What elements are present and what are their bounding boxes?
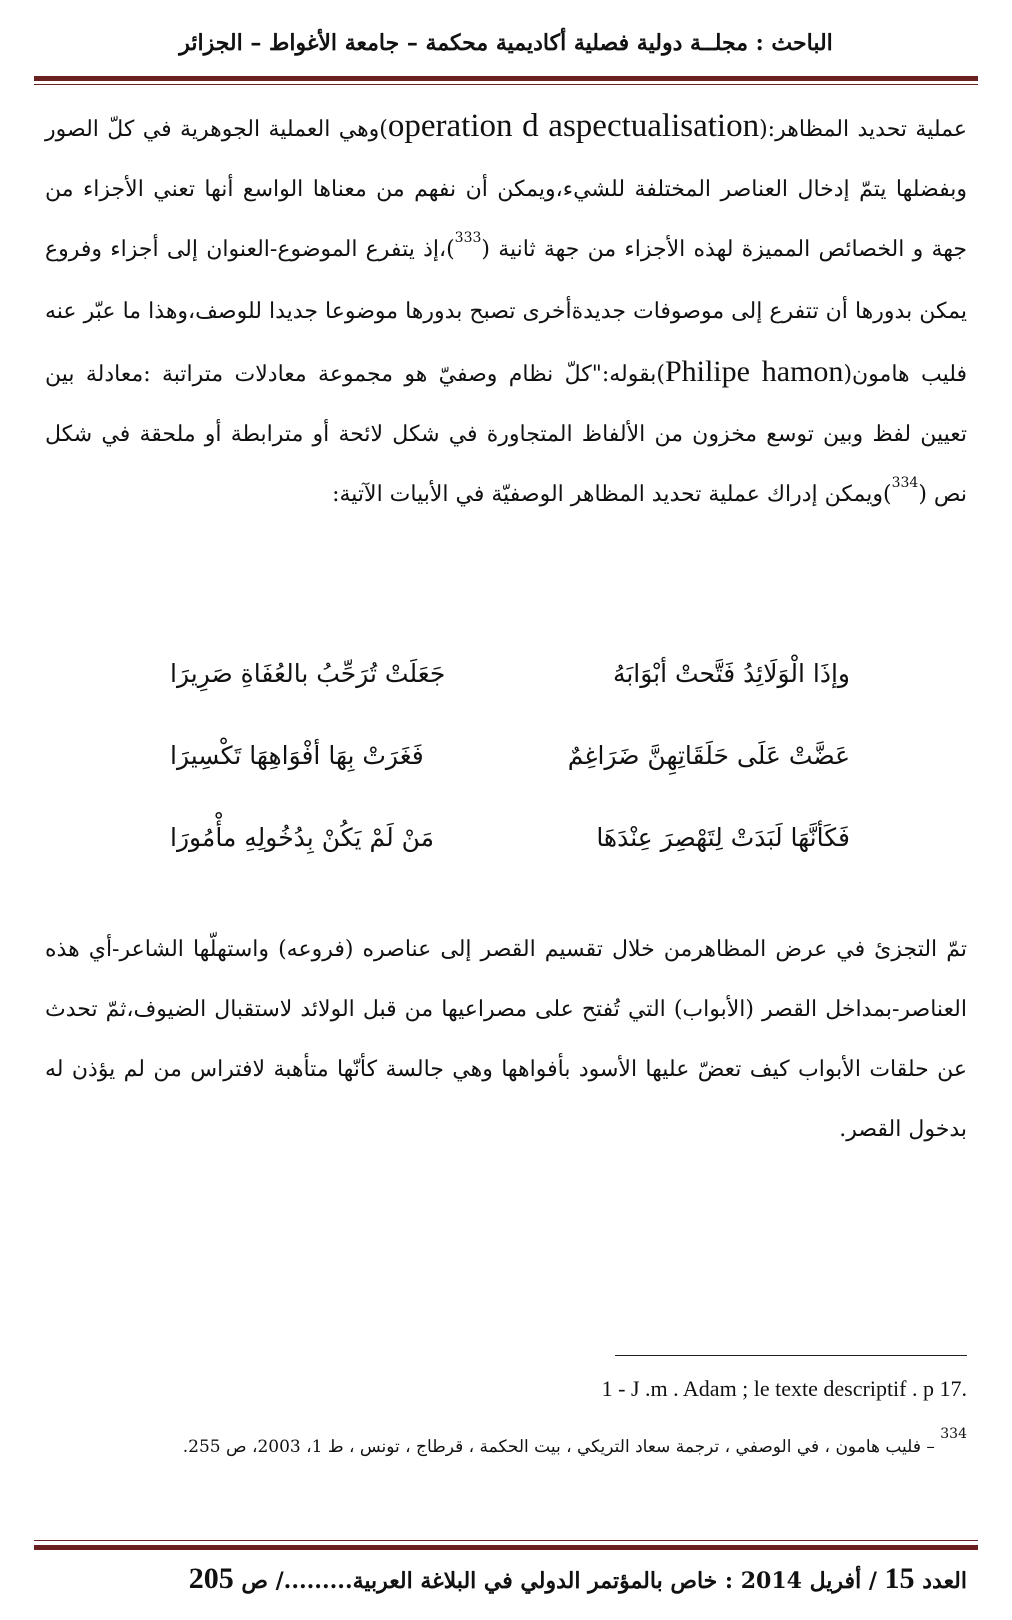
issue-label: العدد	[922, 1568, 967, 1594]
term-philipe-hamon: Philipe hamon	[664, 355, 844, 388]
header-rule-thin	[34, 84, 978, 85]
footnote-ref-333[interactable]: 333	[454, 230, 482, 246]
issue-date: / أفريل 2014	[740, 1568, 877, 1594]
verse-1	[170, 654, 850, 736]
header-rule	[34, 76, 978, 81]
footer-rule-thin	[34, 1540, 978, 1541]
footnote-ref-334[interactable]: 334	[891, 475, 919, 491]
footnote-334-number: 334	[940, 1426, 967, 1442]
p1-end: )ويمكن إدراك عملية تحديد المظاهر الوصفيّة في الأبيات الآتية:	[332, 482, 892, 507]
verse-3-first: فَكَأنَّهَا لَبَدَتْ لِتَهْصِرَ عِنْدَهَا	[596, 823, 850, 852]
verse-1-second: جَعَلَتْ تُرَحِّبُ بالعُفَاةِ صَرِيرَا	[170, 659, 446, 688]
footnote-334	[45, 1428, 967, 1467]
p1-lead: عملية تحديد المظاهر:(	[759, 117, 967, 142]
page-number: 205	[188, 1562, 234, 1595]
running-header: الباحث : مجلــة دولية فصلية أكاديمية محكمة – جامعة الأغواط – الجزائر	[179, 30, 833, 56]
issue-number: 15	[884, 1562, 915, 1595]
footer-text: : خاص بالمؤتمر الدولي في البلاغة العربية........./ ص	[241, 1568, 734, 1594]
verse-3	[170, 818, 850, 900]
footer-rule	[34, 1545, 978, 1550]
footnote-1: 1 - J .m . Adam ; le texte descriptif . p 17.	[601, 1376, 967, 1401]
footnote-334-text: – فليب هامون ، في الوصفي ، ترجمة سعاد التريكي ، بيت الحكمة ، قرطاج ، تونس ، ط 1، 2003، ص 255.	[182, 1437, 935, 1457]
poem	[170, 654, 850, 900]
verse-2-first: عَضَّتْ عَلَى حَلَقَاتِهِنَّ ضَرَاغِمٌ	[567, 741, 850, 770]
paragraph-1	[45, 96, 967, 527]
running-footer	[60, 1562, 967, 1596]
p1-rest2: )،إذ يتفرع الموضوع-العنوان إلى أجزاء وفروع يمكن بدورها أن تتفرع إلى موصوفات جديدةأخرى تصبح بدورها موضوعا جديدا للوصف،وهذا ما عبّر عنه فليب هامون(	[45, 237, 968, 387]
p1-quote: )بقوله:"كلّ نظام وصفيّ هو مجموعة معادلات متراتبة :معادلة بين تعيين لفظ وبين توسع مخزون من الألفاظ المتجاورة في شكل لائحة أو مترابطة أو ملحقة في شكل نص (	[45, 362, 967, 507]
verse-2	[170, 736, 850, 818]
footnote-separator	[615, 1355, 967, 1356]
verse-2-second: فَغَرَتْ بِهَا أفْوَاهِهَا تَكْسِيرَا	[170, 741, 424, 770]
term-operation: operation d aspectualisation	[387, 108, 760, 144]
p1-rest: )وهي العملية الجوهرية في كلّ الصور وبفضلها يتمّ إدخال العناصر المختلفة للشيء،ويمكن أن نفهم من معناها الواسع أنها تعني الأجزاء من جهة و الخصائص المميزة لهذه الأجزاء من جهة ثانية (	[45, 117, 967, 262]
verse-1-first: وإذَا الْوَلَائِدُ فَتَّحتْ أبْوَابَهُ	[612, 659, 850, 688]
verse-3-second: مَنْ لَمْ يَكُنْ بِدُخُولِهِ مأْمُورَا	[170, 823, 435, 852]
paragraph-2: تمّ التجزئ في عرض المظاهرمن خلال تقسيم القصر إلى عناصره (فروعه) واستهلّها الشاعر-أي هذه العناصر-بمداخل القصر (الأبواب) التي تُفتح على مصراعيها من قبل الولائد لاستقبال الضيوف،ثمّ تحدث عن حلقات الأبواب كيف تعضّ عليها الأسود بأفواهها وهي جالسة كأنّها متأهبة لافتراس من لم يؤذن له بدخول القصر.	[45, 937, 967, 1142]
